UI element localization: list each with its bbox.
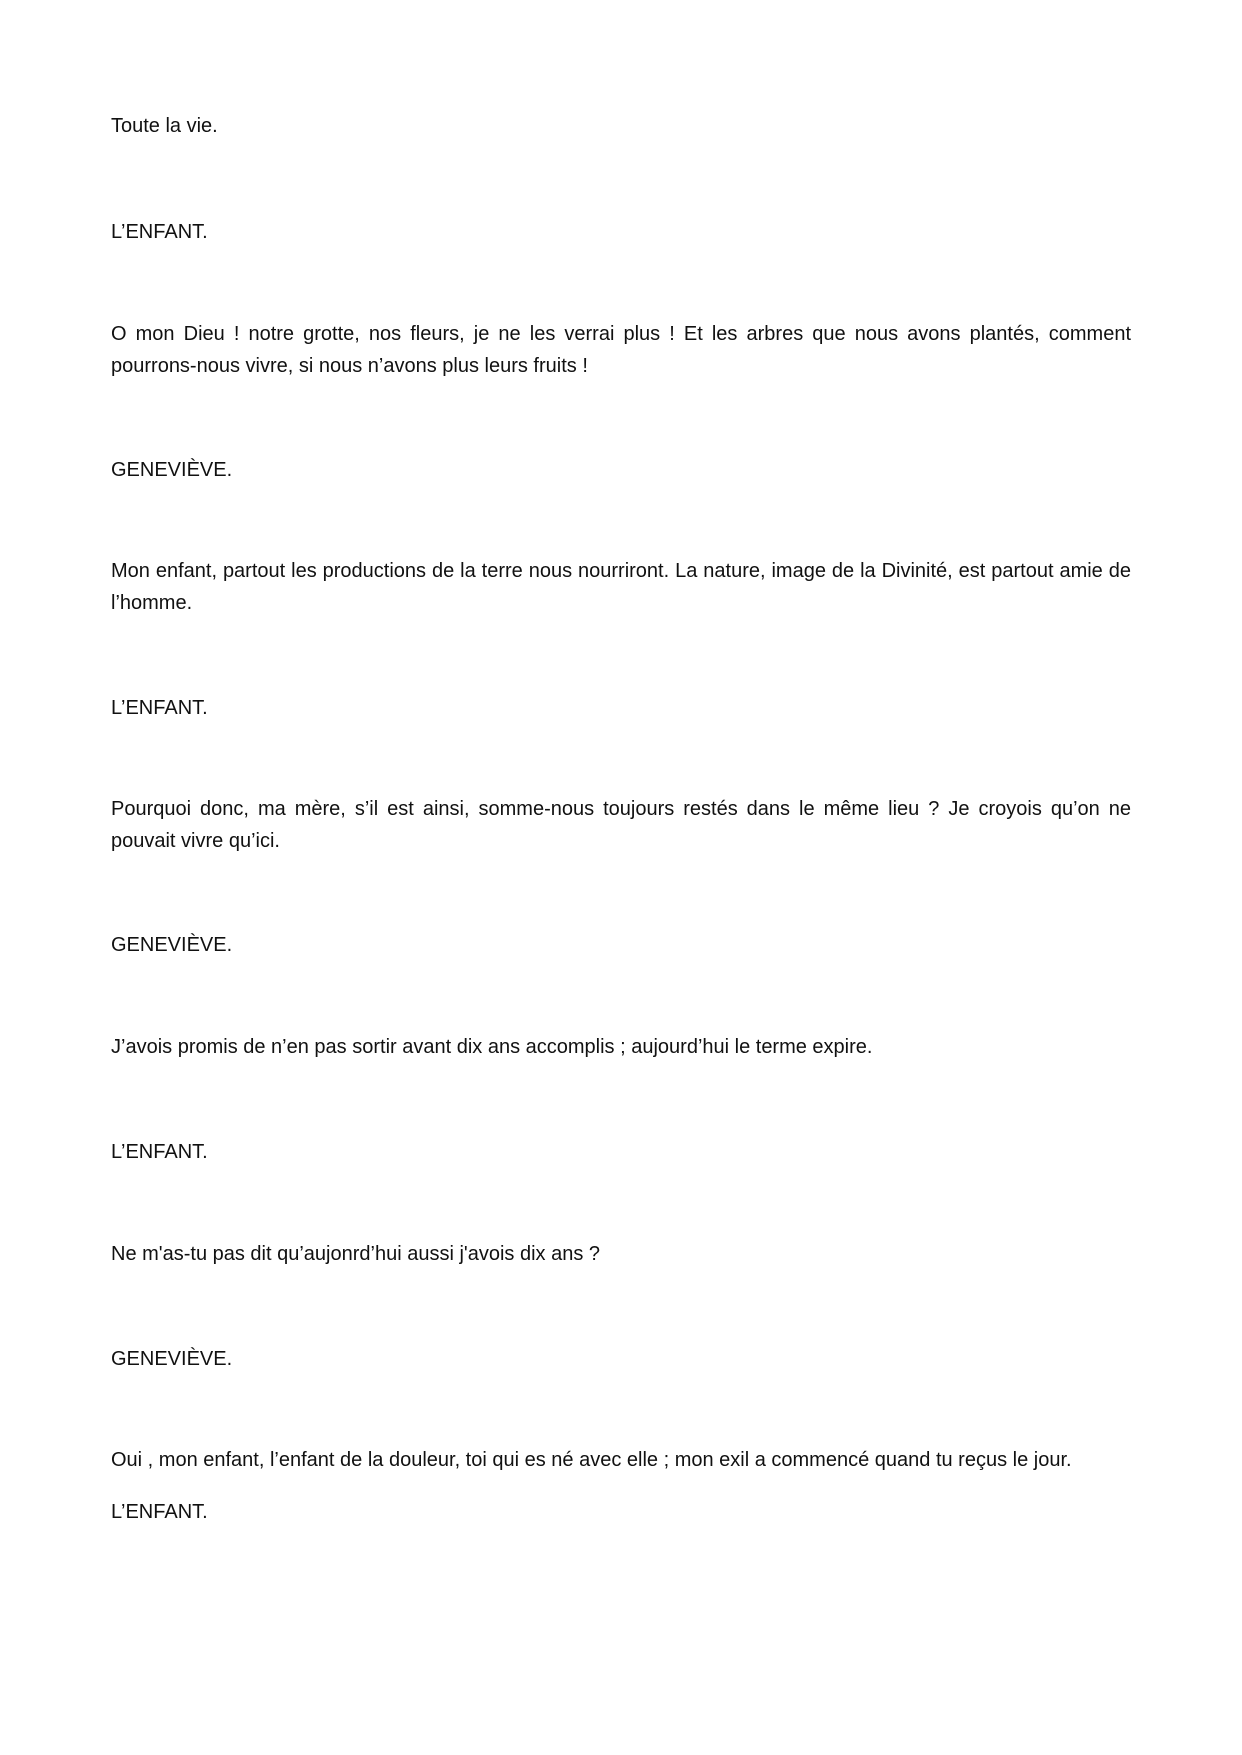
- dialogue-text: Toute la vie.: [111, 115, 218, 137]
- speaker-name: GENEVIÈVE.: [111, 934, 233, 956]
- dialogue-text: J’avois promis de n’en pas sortir avant dix ans accomplis ; aujourd’hui le terme expire.: [111, 1036, 873, 1058]
- dialogue-text: Mon enfant, partout les productions de la terre nous nourriront. La nature, image de la Divinité, est partout amie de l’homme.: [111, 560, 1131, 614]
- dialogue-text: Oui , mon enfant, l’enfant de la douleur, toi qui es né avec elle ; mon exil a commencé quand tu reçus le jour.: [111, 1449, 1072, 1471]
- dialogue-text: Pourquoi donc, ma mère, s’il est ainsi, somme-nous toujours restés dans le même lieu ? Je croyois qu’on ne pouvait vivre qu’ici.: [111, 798, 1131, 852]
- speaker-name: L’ENFANT.: [111, 221, 208, 243]
- dialogue-text: Ne m'as-tu pas dit qu’aujonrd’hui aussi j'avois dix ans ?: [111, 1243, 601, 1265]
- dialogue-text: O mon Dieu ! notre grotte, nos fleurs, je ne les verrai plus ! Et les arbres que nous avons plantés, comment pourrons-nous vivre, si nous n’avons plus leurs fruits !: [111, 323, 1131, 377]
- speaker-name: GENEVIÈVE.: [111, 459, 233, 481]
- speaker-name: L’ENFANT.: [111, 697, 208, 719]
- speaker-name: L’ENFANT.: [111, 1141, 208, 1163]
- speaker-name: L’ENFANT.: [111, 1501, 208, 1523]
- speaker-name: GENEVIÈVE.: [111, 1348, 233, 1370]
